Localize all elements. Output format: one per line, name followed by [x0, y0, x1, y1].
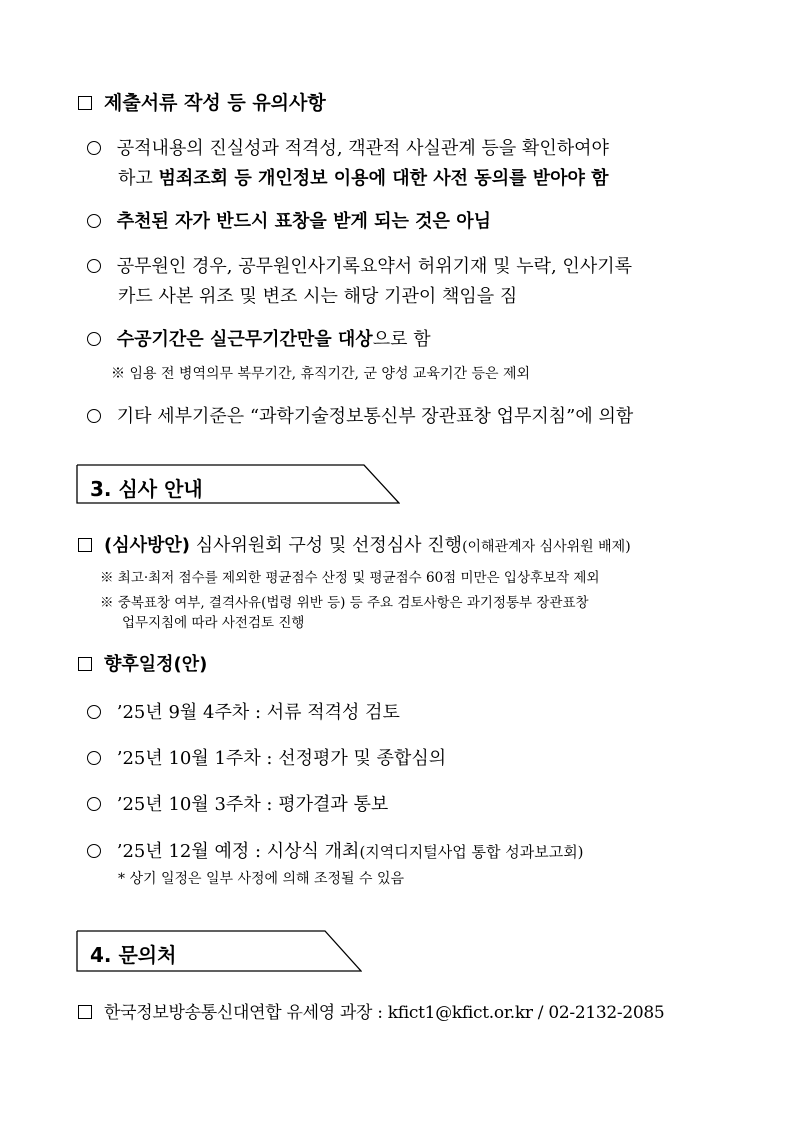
- note-item-3-line2: 카드 사본 위조 및 변조 시는 해당 기관이 책임을 짐: [118, 286, 518, 307]
- section-3-title: 3. 심사 안내: [90, 477, 203, 501]
- note-item-1: [87, 140, 609, 158]
- circle-bullet-icon: [87, 259, 101, 273]
- review-note-2-line1: ※ 중복표창 여부, 결격사유(법령 위반 등) 등 주요 검토사항은 과기정통부 장관표창: [100, 595, 589, 611]
- note-item-1-line1: 공적내용의 진실성과 적격성, 객관적 사실관계 등을 확인하여야: [116, 138, 609, 159]
- schedule-heading-text: 향후일정(안): [104, 654, 208, 675]
- review-note-2-line2: 업무지침에 따라 사전검토 진행: [122, 615, 305, 631]
- review-note-1: ※ 최고·최저 점수를 제외한 평균점수 산정 및 평균점수 60점 미만은 입상후보작 제외: [100, 570, 600, 586]
- circle-bullet-icon: [87, 705, 101, 719]
- contact-text: 한국정보방송통신대연합 유세영 과장 : kfict1@kfict.or.kr / 02-2132-2085: [104, 1003, 665, 1023]
- note-item-4-plain: 으로 함: [372, 329, 431, 350]
- note-item-4: [87, 331, 431, 349]
- notes-heading: [78, 94, 326, 113]
- section-4-title: 4. 문의처: [90, 943, 177, 967]
- note-item-2: [87, 213, 491, 231]
- circle-bullet-icon: [87, 844, 101, 858]
- circle-bullet-icon: [87, 214, 101, 228]
- contact-line: [78, 1005, 664, 1022]
- schedule-item-4: [87, 843, 584, 861]
- note-item-4-bold: 수공기간은 실근무기간만을 대상: [116, 329, 373, 350]
- section-4-header: [76, 930, 362, 972]
- schedule-item-4-note: (지역디지털사업 통합 성과보고회): [359, 843, 584, 861]
- section-3-header: [76, 464, 400, 504]
- review-method-label: (심사방안): [104, 535, 191, 556]
- circle-bullet-icon: [87, 409, 101, 423]
- schedule-item-4-text: ’25년 12월 예정 : 시상식 개최: [116, 841, 360, 862]
- notes-heading-text: 제출서류 작성 등 유의사항: [104, 92, 326, 114]
- checkbox-square-icon: [78, 538, 92, 552]
- schedule-item-3: [87, 796, 388, 814]
- schedule-item-1: [87, 704, 400, 722]
- circle-bullet-icon: [87, 332, 101, 346]
- circle-bullet-icon: [87, 797, 101, 811]
- schedule-heading: [78, 656, 207, 674]
- note-item-5-text: 기타 세부기준은 “과학기술정보통신부 장관표창 업무지침”에 의함: [116, 406, 634, 427]
- note-item-4-footnote: ※ 임용 전 병역의무 복무기간, 휴직기간, 군 양성 교육기간 등은 제외: [111, 366, 531, 382]
- review-method-text: 심사위원회 구성 및 선정심사 진행: [190, 535, 463, 556]
- schedule-item-2-text: ’25년 10월 1주차 : 선정평가 및 종합심의: [116, 748, 447, 769]
- note-item-1-plain: 하고: [118, 168, 159, 189]
- note-item-1-bold: 범죄조회 등 개인정보 이용에 대한 사전 동의를 받아야 함: [158, 168, 609, 189]
- note-item-5: [87, 408, 633, 426]
- note-item-3: [87, 258, 632, 276]
- schedule-item-1-text: ’25년 9월 4주차 : 서류 적격성 검토: [116, 702, 400, 723]
- note-item-3-line1: 공무원인 경우, 공무원인사기록요약서 허위기재 및 누락, 인사기록: [116, 256, 632, 277]
- schedule-item-2: [87, 750, 446, 768]
- checkbox-square-icon: [78, 1005, 92, 1019]
- note-item-1-line2: [118, 170, 609, 188]
- checkbox-square-icon: [78, 96, 92, 110]
- note-item-2-text: 추천된 자가 반드시 표창을 받게 되는 것은 아님: [116, 211, 491, 232]
- review-method: [78, 537, 631, 555]
- circle-bullet-icon: [87, 141, 101, 155]
- review-method-note: (이해관계자 심사위원 배제): [462, 539, 631, 555]
- circle-bullet-icon: [87, 751, 101, 765]
- schedule-footnote: * 상기 일정은 일부 사정에 의해 조정될 수 있음: [118, 871, 405, 887]
- schedule-item-3-text: ’25년 10월 3주차 : 평가결과 통보: [116, 794, 389, 815]
- checkbox-square-icon: [78, 657, 92, 671]
